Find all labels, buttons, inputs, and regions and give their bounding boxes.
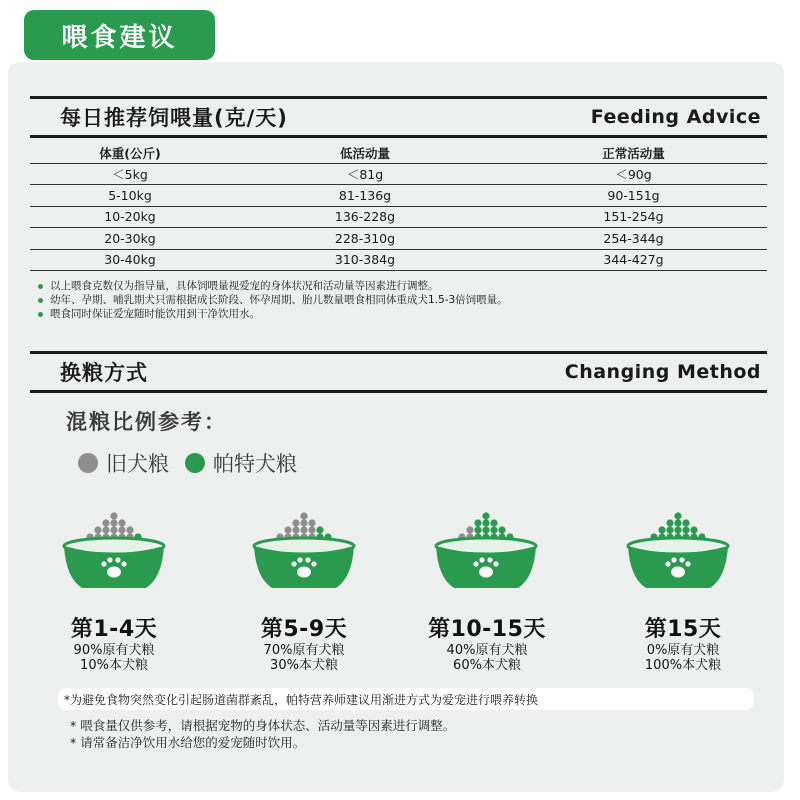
note-text: 以上喂食克数仅为指导量，具体饲喂量视爱宠的身体状况和活动量等因素进行调整。	[50, 280, 439, 292]
legend-label: 旧犬粮	[106, 452, 169, 476]
table-row	[30, 163, 767, 185]
paw-toe	[493, 561, 498, 566]
paw-pad	[671, 567, 685, 578]
paw-toe	[479, 557, 484, 562]
legend-item-new-food	[185, 448, 297, 478]
stage-day: 第15天	[644, 617, 722, 642]
feeding-title-zh: 每日推荐饲喂量(克/天)	[60, 106, 288, 130]
table-cell: ＜90g	[500, 163, 767, 185]
stage-label	[219, 612, 389, 673]
kibble-piece	[110, 526, 117, 533]
paw-toe	[107, 557, 112, 562]
note-text: 喂食同时保证爱宠随时能饮用到干净饮用水。	[50, 308, 260, 320]
stage-new-ratio: 60%本犬粮	[453, 658, 521, 673]
kibble-piece	[658, 526, 665, 533]
kibble-piece	[474, 519, 481, 526]
paw-pad	[297, 567, 311, 578]
legend-item-old-food	[78, 448, 169, 478]
paw-pad	[479, 567, 493, 578]
table-cell: 20-30kg	[30, 228, 230, 250]
feeding-title-en: Feeding Advice	[590, 106, 761, 128]
food-bowl-icon	[250, 508, 358, 592]
stage-old-ratio: 40%原有犬粮	[446, 643, 528, 658]
kibble-piece	[674, 512, 681, 519]
table-row	[30, 249, 767, 271]
changing-method-header	[30, 351, 767, 393]
list-item	[38, 293, 508, 307]
kibble-piece	[284, 526, 291, 533]
table-cell: 90-151g	[500, 185, 767, 207]
list-item	[38, 279, 508, 293]
stage-old-ratio: 90%原有犬粮	[73, 643, 155, 658]
stage-old-ratio: 0%原有犬粮	[646, 643, 720, 658]
paw-toe	[311, 561, 316, 566]
stage-label	[598, 612, 768, 673]
paw-toe	[685, 561, 690, 566]
table-cell: ＜5kg	[30, 163, 230, 185]
kibble-piece	[490, 519, 497, 526]
kibble-piece	[674, 519, 681, 526]
kibble-piece	[690, 526, 697, 533]
table-cell: 136-228g	[230, 206, 500, 228]
paw-pad	[107, 567, 121, 578]
section-tab-feeding-advice: 喂食建议	[24, 10, 215, 60]
kibble-piece	[110, 519, 117, 526]
bullet-dot-icon	[38, 284, 43, 289]
paw-toe	[297, 557, 302, 562]
kibble-piece	[666, 526, 673, 533]
table-row	[30, 185, 767, 207]
footer-note: * 请常备洁净饮用水给您的爱宠随时饮用。	[70, 735, 306, 750]
kibble-piece	[682, 526, 689, 533]
stage-day: 第5-9天	[260, 617, 348, 642]
kibble-piece	[666, 519, 673, 526]
paw-toe	[473, 561, 478, 566]
kibble-piece	[300, 519, 307, 526]
kibble-piece	[308, 526, 315, 533]
food-bowl-icon	[432, 508, 540, 592]
kibble-piece	[300, 512, 307, 519]
kibble-piece	[474, 526, 481, 533]
kibble-piece	[102, 526, 109, 533]
kibble-piece	[308, 519, 315, 526]
paw-toe	[115, 557, 120, 562]
changing-title-en: Changing Method	[564, 361, 761, 383]
column-header-weight: 体重(公斤)	[30, 143, 230, 163]
green-dot-icon	[185, 453, 205, 473]
changing-title-zh: 换粮方式	[60, 361, 148, 385]
table-cell: 151-254g	[500, 206, 767, 228]
kibble-piece	[118, 526, 125, 533]
stage-label	[402, 612, 572, 673]
feeding-notes	[38, 279, 508, 321]
stage-day: 第10-15天	[428, 617, 546, 642]
stage-day: 第1-4天	[70, 617, 158, 642]
column-header-low-activity: 低活动量	[230, 143, 500, 163]
table-row	[30, 228, 767, 250]
gray-dot-icon	[78, 453, 98, 473]
bullet-dot-icon	[38, 312, 43, 317]
kibble-piece	[118, 519, 125, 526]
table-cell: 344-427g	[500, 249, 767, 271]
kibble-piece	[482, 526, 489, 533]
feeding-advice-header	[30, 96, 767, 138]
kibble-piece	[498, 526, 505, 533]
kibble-piece	[482, 519, 489, 526]
kibble-piece	[482, 512, 489, 519]
food-bowl-icon	[60, 508, 168, 592]
column-header-normal-activity: 正常活动量	[500, 143, 767, 163]
note-text: 幼年、孕期、哺乳期犬只需根据成长阶段、怀孕周期、胎儿数量喂食相同体重成犬1.5-3倍饲喂量。	[50, 294, 508, 306]
kibble-piece	[466, 526, 473, 533]
legend-label: 帕特犬粮	[213, 452, 297, 476]
food-legend	[78, 448, 313, 478]
kibble-piece	[292, 519, 299, 526]
kibble-piece	[490, 526, 497, 533]
kibble-piece	[126, 526, 133, 533]
feeding-table	[30, 143, 767, 271]
table-cell: 30-40kg	[30, 249, 230, 271]
kibble-piece	[674, 526, 681, 533]
kibble-piece	[102, 519, 109, 526]
stage-new-ratio: 100%本犬粮	[644, 658, 722, 673]
transition-tip: *为避免食物突然变化引起肠道菌群紊乱，帕特营养师建议用渐进方式为爱宠进行喂养转换	[58, 688, 754, 710]
stage-label	[29, 612, 199, 673]
kibble-piece	[292, 526, 299, 533]
table-cell: 310-384g	[230, 249, 500, 271]
bullet-dot-icon	[38, 298, 43, 303]
table-cell: 228-310g	[230, 228, 500, 250]
paw-toe	[671, 557, 676, 562]
paw-toe	[305, 557, 310, 562]
table-cell: 254-344g	[500, 228, 767, 250]
paw-toe	[101, 561, 106, 566]
stage-new-ratio: 10%本犬粮	[80, 658, 148, 673]
footer-note: * 喂食量仅供参考，请根据宠物的身体状态、活动量等因素进行调整。	[70, 718, 456, 733]
kibble-piece	[682, 519, 689, 526]
table-cell: 81-136g	[230, 185, 500, 207]
paw-toe	[487, 557, 492, 562]
paw-toe	[679, 557, 684, 562]
paw-toe	[291, 561, 296, 566]
kibble-piece	[110, 512, 117, 519]
table-cell: 10-20kg	[30, 206, 230, 228]
stage-new-ratio: 30%本犬粮	[270, 658, 338, 673]
table-header-row	[30, 143, 767, 163]
list-item	[38, 307, 508, 321]
table-cell: 5-10kg	[30, 185, 230, 207]
kibble-piece	[316, 526, 323, 533]
stage-old-ratio: 70%原有犬粮	[263, 643, 345, 658]
table-cell: ＜81g	[230, 163, 500, 185]
table-row	[30, 206, 767, 228]
paw-toe	[665, 561, 670, 566]
kibble-piece	[300, 526, 307, 533]
mix-ratio-title: 混粮比例参考：	[66, 410, 227, 434]
kibble-piece	[94, 526, 101, 533]
paw-toe	[121, 561, 126, 566]
food-bowl-icon	[624, 508, 732, 592]
